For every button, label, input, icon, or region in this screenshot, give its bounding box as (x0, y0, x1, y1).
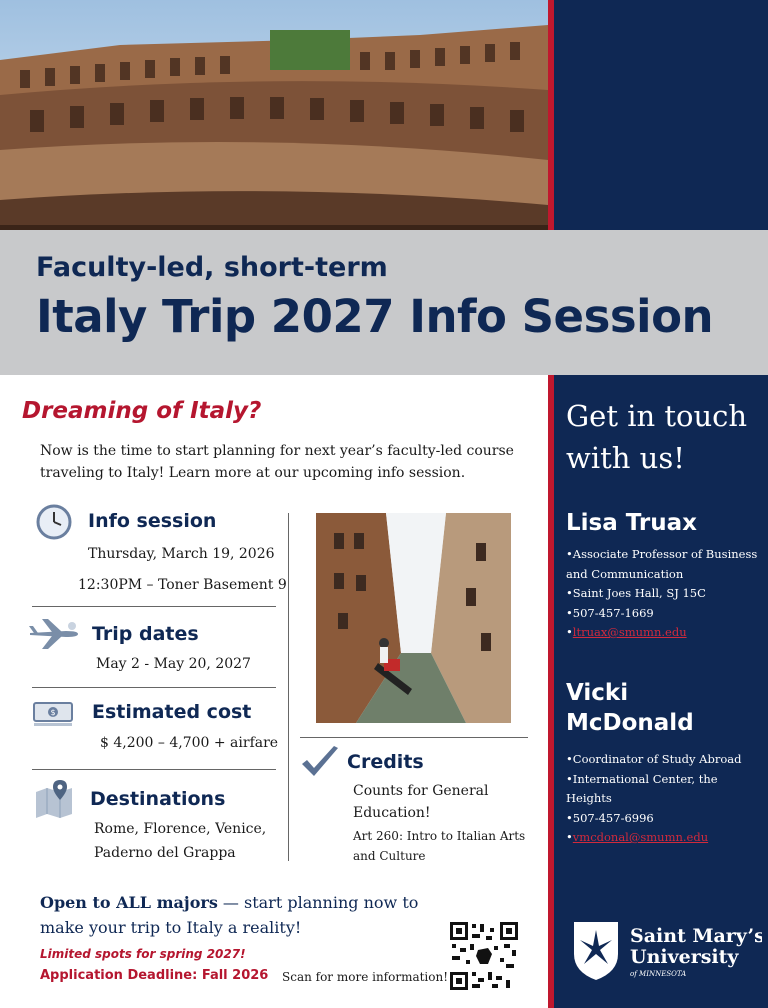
contact-line: •Saint Joes Hall, SJ 15C (566, 586, 706, 600)
contact-column (554, 0, 768, 1008)
logo-line2: University (630, 946, 739, 968)
contact-name: Vicki McDonald (566, 680, 694, 736)
open-rest: — start planning now to make your trip to Italy a reality! (40, 893, 419, 937)
airplane-icon (26, 617, 82, 655)
qr-code[interactable] (448, 920, 520, 992)
intro-heading: Dreaming of Italy? (22, 398, 262, 424)
clock-icon (36, 504, 72, 544)
contact-line: •Associate Professor of Business and Communication (566, 547, 758, 581)
divider (32, 687, 276, 688)
destinations-title: Destinations (90, 788, 226, 810)
page-subtitle: Faculty-led, short-term (36, 252, 388, 283)
column-divider (288, 513, 289, 861)
trip-dates-text: May 2 - May 20, 2027 (96, 656, 251, 672)
info-session-title: Info session (88, 510, 217, 532)
credits-title: Credits (347, 751, 424, 773)
open-to-all-text (40, 890, 460, 940)
info-session-time: 12:30PM – Toner Basement 9 (78, 577, 287, 593)
checkmark-icon (300, 744, 340, 784)
info-session-date: Thursday, March 19, 2026 (88, 546, 275, 562)
logo-line3: of MINNESOTA (630, 970, 687, 978)
divider (300, 737, 528, 738)
contact-line: •507-457-1669 (566, 605, 654, 620)
logo-line1: Saint Mary’s (630, 925, 762, 947)
limited-spots: Limited spots for spring 2027! (40, 947, 246, 961)
cost-title: Estimated cost (92, 701, 252, 723)
application-deadline: Application Deadline: Fall 2026 (40, 968, 269, 983)
scan-text: Scan for more information! (282, 970, 449, 984)
contact-line: •Coordinator of Study Abroad (566, 752, 742, 766)
university-logo (572, 920, 762, 982)
open-bold: Open to ALL majors (40, 893, 218, 912)
contact-name: Lisa Truax (566, 510, 697, 536)
contact-email-link[interactable]: vmcdonal@smumn.edu (572, 830, 709, 844)
venice-canal-photo (316, 513, 511, 723)
page-title: Italy Trip 2027 Info Session (36, 290, 714, 343)
contact-email-link[interactable]: ltruax@smumn.edu (572, 625, 687, 639)
cost-amount: $ 4,200 – 4,700 + airfare (100, 735, 279, 751)
svg-text:$: $ (50, 708, 56, 717)
contact-details: •Associate Professor of Business and Communication •Saint Joes Hall, SJ 15C •507-457-1669 •ltruax@smumn.edu (566, 545, 762, 643)
intro-text: Now is the time to start planning for next year’s faculty-led course traveling to Italy! Learn more at our upcoming info session. (40, 443, 514, 481)
credits-text: Counts for General Education! (353, 783, 489, 821)
credits-course: Art 260: Intro to Italian Arts and Culture (353, 829, 526, 863)
money-icon (32, 700, 74, 732)
colosseum-photo (0, 0, 548, 230)
trip-dates-title: Trip dates (92, 623, 199, 645)
map-pin-icon (34, 778, 74, 822)
divider (32, 606, 276, 607)
contact-heading: Get in touch with us! (566, 399, 748, 475)
contact-line: •International Center, the Heights (566, 771, 718, 805)
divider (32, 769, 276, 770)
destinations-text: Rome, Florence, Venice, Paderno del Grappa (94, 821, 267, 861)
contact-details: •Coordinator of Study Abroad •International Center, the Heights •507-457-6996 •vmcdonal@smumn.edu (566, 750, 762, 848)
contact-line: •507-457-6996 (566, 810, 654, 825)
